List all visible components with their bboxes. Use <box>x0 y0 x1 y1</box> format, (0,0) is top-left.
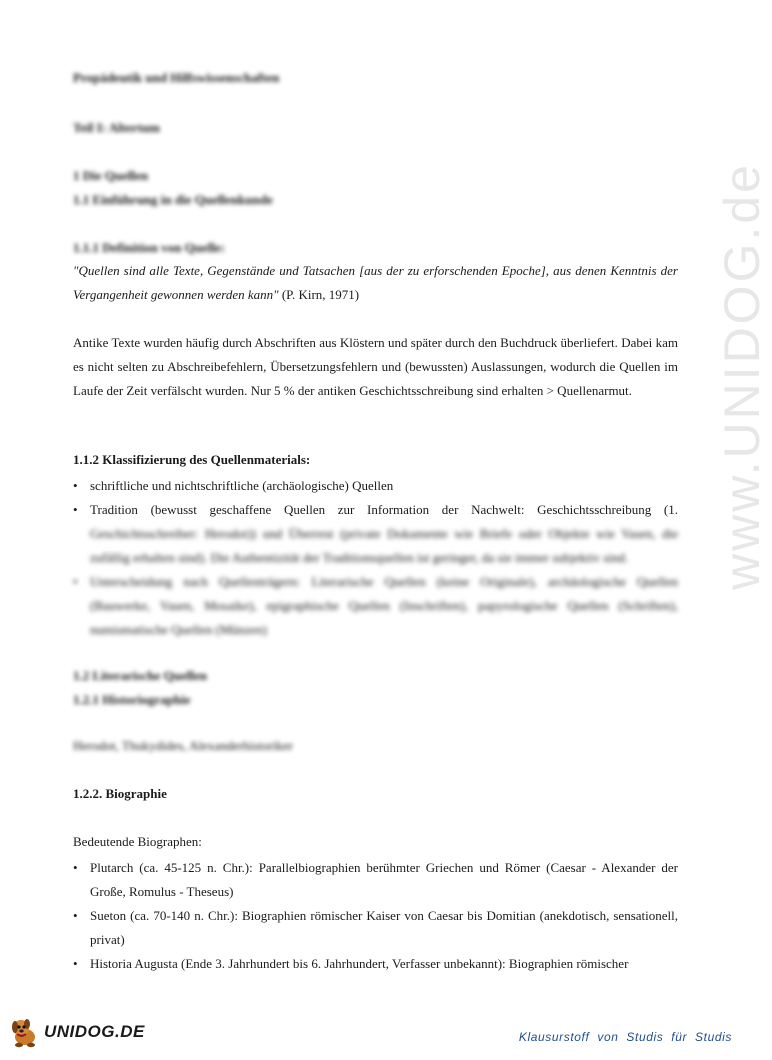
biographers-intro: Bedeutende Biographen: <box>73 834 202 849</box>
logo-text: UNIDOG.DE <box>44 1022 145 1041</box>
heading-1-1-1: 1.1.1 Definition von Quelle: <box>73 240 226 255</box>
watermark-text: www.UNIDOG.de <box>714 162 770 590</box>
paragraph-transmission: Antike Texte wurden häufig durch Abschriften aus Klöstern und später durch den Buchdruck überliefert. Dabei kam es nicht selten zu Abschreibefehlern, Übersetzungsfehlern und (bewussten) Auslassungen, wodurch die Quellen im Laufe der Zeit verfälscht wurden. Nur 5 % der antiken Geschichtsschreibung sind erhalten > Quellenarmut. <box>73 335 678 398</box>
historiographie-line: Herodot, Thukydides, Alexanderhistoriker <box>73 738 293 753</box>
heading-1-2: 1.2 Literarische Quellen <box>73 668 207 683</box>
heading-1-2-2: 1.2.2. Biographie <box>73 786 167 801</box>
list-item: • schriftliche und nichtschriftliche (archäologische) Quellen <box>73 474 678 498</box>
definition-quote <box>73 259 678 307</box>
document-header: Propädeutik und Hilfswissenschaften <box>73 70 280 85</box>
part-heading: Teil I: Altertum <box>73 120 160 135</box>
list-item: • Plutarch (ca. 45-125 n. Chr.): Parallelbiographien berühmter Griechen und Römer (Caesar - Alexander der Große, Romulus - Theseus) <box>73 856 678 904</box>
list-item: • Tradition (bewusst geschaffene Quellen zur Information der Nachwelt: Geschichtsschreibung (1. Geschichtsschreiber: Herodot)) und Überrest (private Dokumente wie Briefe oder Objekte wie Vasen, die zufällig erhalten sind). Die Authentizität der Traditionsquellen ist geringer, da sie immer subjektiv sind. <box>73 498 678 570</box>
heading-1-2-1: 1.2.1 Historiographie <box>73 692 191 707</box>
quote-text: "Quellen sind alle Texte, Gegenstände und Tatsachen [aus der zu erforschenden Epoche], aus denen Kenntnis der Vergangenheit gewonnen werden kann" <box>73 263 678 302</box>
classification-list <box>73 474 678 642</box>
dog-mascot-icon <box>8 1015 42 1049</box>
heading-1-1: 1.1 Einführung in die Quellenkunde <box>73 192 273 207</box>
list-item: • Unterscheidung nach Quellenträgern: Literarische Quellen (keine Originale), archäologische Quellen (Bauwerke, Vasen, Mosaike), epigraphische Quellen (Inschriften), papyrologische Quellen (Schriften), numismatische Quellen (Münzen) <box>73 570 678 642</box>
unidog-logo[interactable] <box>8 1012 145 1052</box>
footer-tagline: Klausurstoff von Studis für Studis <box>518 1030 732 1044</box>
heading-1-1-2: 1.1.2 Klassifizierung des Quellenmaterials: <box>73 452 311 467</box>
heading-1: 1 Die Quellen <box>73 168 149 183</box>
list-item: • Sueton (ca. 70-140 n. Chr.): Biographien römischer Kaiser von Caesar bis Domitian (anekdotisch, sensationell, privat) <box>73 904 678 952</box>
blurred-continuation: Geschichtsschreiber: Herodot)) und Überrest (private Dokumente wie Briefe oder Objekte wie Vasen, die zufällig erhalten sind). Die Authentizität der Traditionsquellen ist geringer, da sie immer subjektiv sind. <box>90 526 678 565</box>
biographers-list <box>73 856 678 976</box>
list-item: • Historia Augusta (Ende 3. Jahrhundert bis 6. Jahrhundert, Verfasser unbekannt): Biographien römischer <box>73 952 678 976</box>
quote-source: (P. Kirn, 1971) <box>281 287 360 302</box>
